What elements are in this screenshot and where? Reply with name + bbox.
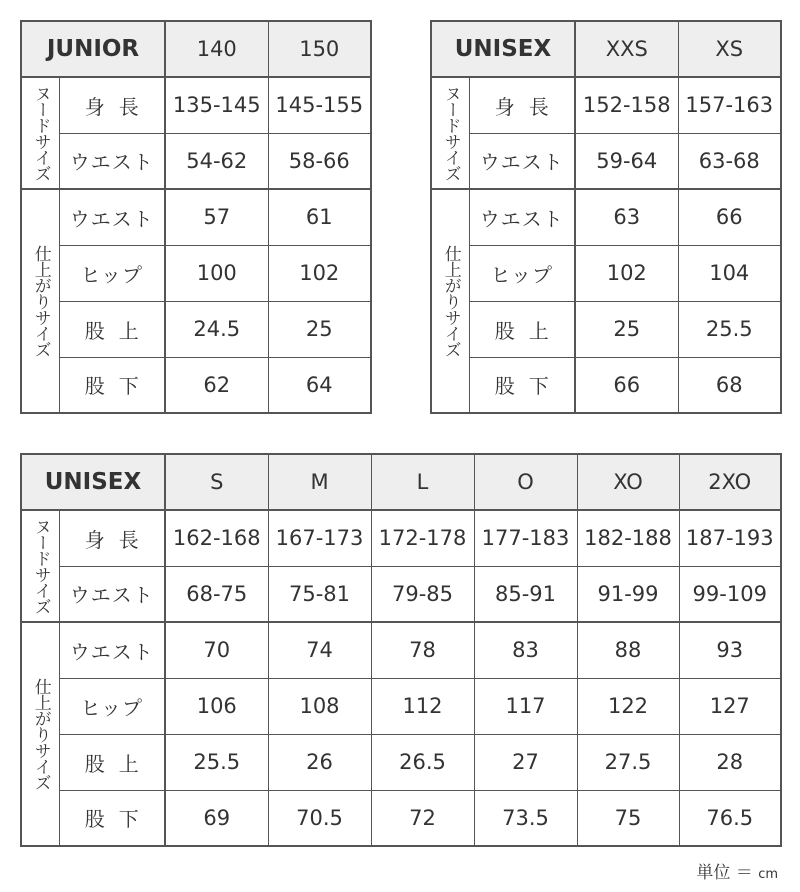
table-row bbox=[21, 301, 371, 357]
size-header: M bbox=[268, 454, 371, 510]
table-row bbox=[21, 622, 781, 678]
table-cell: 135-145 bbox=[165, 77, 268, 133]
row-label: 股上 bbox=[59, 734, 165, 790]
table-row bbox=[21, 790, 781, 846]
table-cell: 62 bbox=[165, 357, 268, 413]
unisex-small-size-table bbox=[430, 20, 782, 414]
table-cell: 172-178 bbox=[371, 510, 474, 566]
size-header: 150 bbox=[268, 21, 371, 77]
table-row bbox=[431, 189, 781, 245]
row-label: ウエスト bbox=[59, 566, 165, 622]
table-cell: 74 bbox=[268, 622, 371, 678]
size-header: L bbox=[371, 454, 474, 510]
table-cell: 61 bbox=[268, 189, 371, 245]
unit-label: 単位 ＝ bbox=[696, 863, 759, 883]
table-cell: 145-155 bbox=[268, 77, 371, 133]
table-title: JUNIOR bbox=[21, 21, 165, 77]
table-cell: 79-85 bbox=[371, 566, 474, 622]
size-header: 140 bbox=[165, 21, 268, 77]
table-cell: 72 bbox=[371, 790, 474, 846]
table-cell: 108 bbox=[268, 678, 371, 734]
table-cell: 27.5 bbox=[577, 734, 679, 790]
group-label-nude: ヌードサイズ bbox=[21, 77, 59, 189]
row-label: ウエスト bbox=[469, 189, 575, 245]
table-cell: 93 bbox=[679, 622, 781, 678]
table-cell: 69 bbox=[165, 790, 268, 846]
table-cell: 64 bbox=[268, 357, 371, 413]
group-label-nude: ヌードサイズ bbox=[21, 510, 59, 622]
table-cell: 117 bbox=[474, 678, 577, 734]
table-cell: 102 bbox=[268, 245, 371, 301]
table-row bbox=[21, 77, 371, 133]
table-cell: 127 bbox=[679, 678, 781, 734]
row-label: ウエスト bbox=[59, 133, 165, 189]
row-label: ヒップ bbox=[469, 245, 575, 301]
table-cell: 70.5 bbox=[268, 790, 371, 846]
header-row bbox=[21, 454, 781, 510]
table-cell: 182-188 bbox=[577, 510, 679, 566]
table-row bbox=[21, 245, 371, 301]
table-row bbox=[431, 357, 781, 413]
table-cell: 99-109 bbox=[679, 566, 781, 622]
row-label: ヒップ bbox=[59, 245, 165, 301]
row-label: 股下 bbox=[59, 790, 165, 846]
table-cell: 104 bbox=[678, 245, 781, 301]
table-row bbox=[21, 678, 781, 734]
table-row bbox=[21, 566, 781, 622]
table-cell: 122 bbox=[577, 678, 679, 734]
table-cell: 187-193 bbox=[679, 510, 781, 566]
table-cell: 157-163 bbox=[678, 77, 781, 133]
row-label: 身長 bbox=[59, 77, 165, 133]
table-title: UNISEX bbox=[431, 21, 575, 77]
row-label: ヒップ bbox=[59, 678, 165, 734]
row-label: ウエスト bbox=[59, 189, 165, 245]
table-cell: 91-99 bbox=[577, 566, 679, 622]
table-cell: 73.5 bbox=[474, 790, 577, 846]
table-cell: 75-81 bbox=[268, 566, 371, 622]
table-cell: 76.5 bbox=[679, 790, 781, 846]
table-cell: 26 bbox=[268, 734, 371, 790]
table-cell: 106 bbox=[165, 678, 268, 734]
table-cell: 75 bbox=[577, 790, 679, 846]
table-cell: 63-68 bbox=[678, 133, 781, 189]
table-cell: 58-66 bbox=[268, 133, 371, 189]
group-label-nude: ヌードサイズ bbox=[431, 77, 469, 189]
size-header: 2XO bbox=[679, 454, 781, 510]
table-cell: 25 bbox=[575, 301, 678, 357]
row-label: 股上 bbox=[59, 301, 165, 357]
table-cell: 66 bbox=[575, 357, 678, 413]
table-cell: 27 bbox=[474, 734, 577, 790]
junior-size-table bbox=[20, 20, 372, 414]
table-row bbox=[21, 189, 371, 245]
table-cell: 63 bbox=[575, 189, 678, 245]
table-cell: 26.5 bbox=[371, 734, 474, 790]
table-cell: 70 bbox=[165, 622, 268, 678]
table-title: UNISEX bbox=[21, 454, 165, 510]
table-cell: 68 bbox=[678, 357, 781, 413]
table-cell: 167-173 bbox=[268, 510, 371, 566]
row-label: 股上 bbox=[469, 301, 575, 357]
row-label: 股下 bbox=[59, 357, 165, 413]
row-label: ウエスト bbox=[59, 622, 165, 678]
table-row bbox=[21, 510, 781, 566]
table-cell: 152-158 bbox=[575, 77, 678, 133]
table-cell: 102 bbox=[575, 245, 678, 301]
group-label-finished: 仕上がりサイズ bbox=[21, 189, 59, 413]
row-label: ウエスト bbox=[469, 133, 575, 189]
table-cell: 25.5 bbox=[678, 301, 781, 357]
table-cell: 59-64 bbox=[575, 133, 678, 189]
table-row bbox=[431, 133, 781, 189]
size-header: XO bbox=[577, 454, 679, 510]
header-row bbox=[21, 21, 371, 77]
table-row bbox=[431, 245, 781, 301]
table-cell: 177-183 bbox=[474, 510, 577, 566]
table-cell: 54-62 bbox=[165, 133, 268, 189]
unisex-main-size-table bbox=[20, 453, 782, 847]
table-cell: 85-91 bbox=[474, 566, 577, 622]
table-cell: 25 bbox=[268, 301, 371, 357]
table-cell: 66 bbox=[678, 189, 781, 245]
table-cell: 57 bbox=[165, 189, 268, 245]
unit-value: cm bbox=[758, 867, 778, 882]
group-label-finished: 仕上がりサイズ bbox=[431, 189, 469, 413]
table-row bbox=[431, 301, 781, 357]
header-row bbox=[431, 21, 781, 77]
table-cell: 24.5 bbox=[165, 301, 268, 357]
table-cell: 78 bbox=[371, 622, 474, 678]
table-cell: 100 bbox=[165, 245, 268, 301]
size-header: XS bbox=[678, 21, 781, 77]
group-label-finished: 仕上がりサイズ bbox=[21, 622, 59, 846]
row-label: 身長 bbox=[59, 510, 165, 566]
table-row bbox=[21, 734, 781, 790]
size-header: XXS bbox=[575, 21, 678, 77]
size-header: S bbox=[165, 454, 268, 510]
table-cell: 25.5 bbox=[165, 734, 268, 790]
table-cell: 28 bbox=[679, 734, 781, 790]
unit-note bbox=[696, 858, 778, 883]
table-cell: 83 bbox=[474, 622, 577, 678]
row-label: 股下 bbox=[469, 357, 575, 413]
table-cell: 88 bbox=[577, 622, 679, 678]
table-cell: 68-75 bbox=[165, 566, 268, 622]
table-cell: 162-168 bbox=[165, 510, 268, 566]
size-header: O bbox=[474, 454, 577, 510]
table-cell: 112 bbox=[371, 678, 474, 734]
table-row bbox=[21, 133, 371, 189]
table-row bbox=[21, 357, 371, 413]
table-row bbox=[431, 77, 781, 133]
row-label: 身長 bbox=[469, 77, 575, 133]
